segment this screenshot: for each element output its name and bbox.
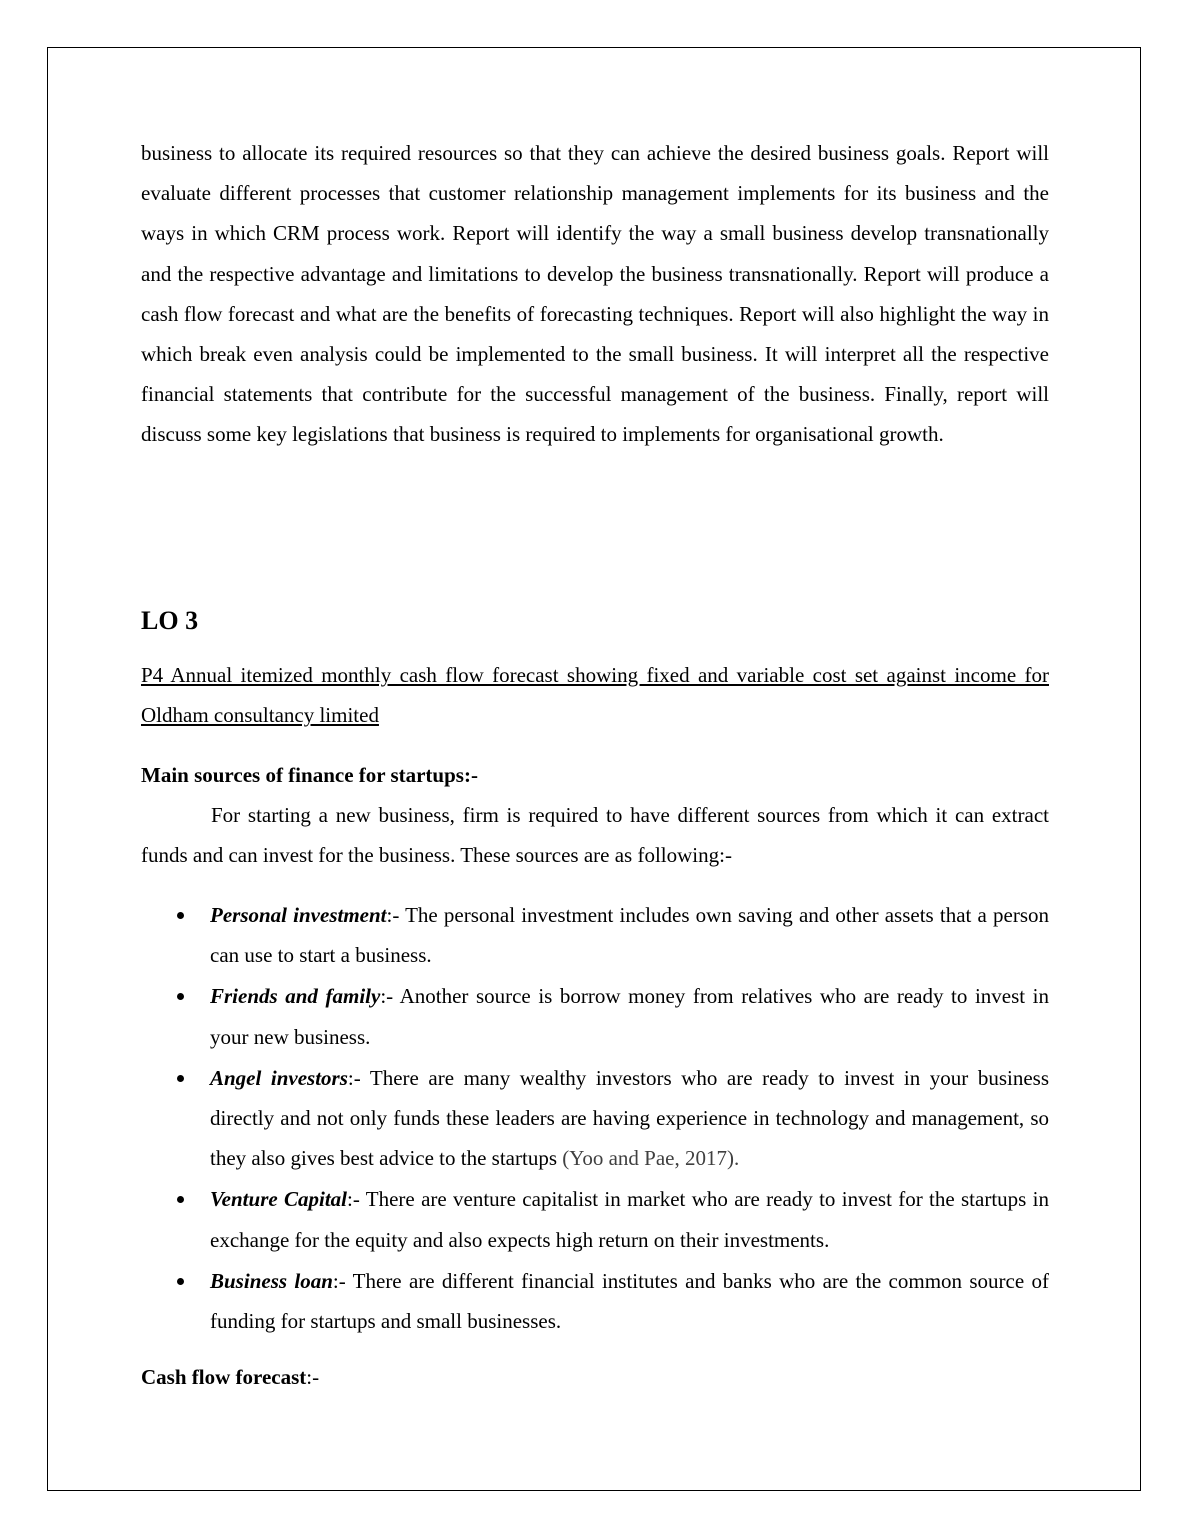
section-heading: LO 3 (141, 606, 199, 635)
list-item-text: :- There are venture capitalist in market who are ready to invest for the startups in exchange for the equity and also expects high return on their investments. (210, 1187, 1049, 1252)
intro-paragraph: business to allocate its required resources so that they can achieve the desired business goals. Report will evaluate different processes that customer relationship management implements for its business and the ways in which CRM process work. Report will identify the way a small business develop transnationally and the respective advantage and limitations to develop the business transnationally. Report will produce a cash flow forecast and what are the benefits of forecasting techniques. Report will also highlight the way in which break even analysis could be implemented to the small business. It will interpret all the respective financial statements that contribute for the successful management of the business. Finally, report will discuss some key legislations that business is required to implements for organisational growth. (141, 141, 1049, 447)
list-item-personal-investment (141, 895, 1049, 975)
list-item-term: Business loan (210, 1268, 333, 1293)
bullet-icon (177, 912, 184, 919)
list-item-venture-capital (141, 1179, 1049, 1259)
list-item-text: :- The personal investment includes own saving and other assets that a person can use to start a business. (210, 903, 1049, 968)
list-item-text: :- There are many wealthy investors who are ready to invest in your business directly and not only funds these leaders are having experience in technology and management, so they also gives best advice to the startups (210, 1065, 1049, 1171)
cash-flow-heading-suffix: :- (306, 1365, 320, 1389)
list-item-term: Venture Capital (210, 1187, 348, 1212)
cash-flow-heading (141, 1357, 319, 1397)
citation: (Yoo and Pae, 2017). (562, 1146, 740, 1171)
document-content (141, 133, 1050, 1389)
list-item-angel-investors (141, 1058, 1049, 1179)
bullet-icon (177, 1278, 184, 1285)
bullet-icon (177, 993, 184, 1000)
sources-paragraph: For starting a new business, firm is required to have different sources from which it can extract funds and can invest for the business. These sources are as following:- (141, 803, 1049, 868)
list-item-friends-family (141, 976, 1049, 1056)
list-item-text: :- Another source is borrow money from relatives who are ready to invest in your new business. (210, 984, 1050, 1049)
list-item-text: :- There are different financial institutes and banks who are the common source of funding for startups and small businesses. (210, 1268, 1049, 1334)
sources-list (141, 895, 1049, 1342)
list-item-term: Angel investors (210, 1065, 348, 1090)
sources-heading: Main sources of finance for startups:- (141, 763, 478, 787)
list-item-business-loan (141, 1261, 1049, 1341)
bullet-icon (177, 1196, 184, 1203)
bullet-icon (177, 1075, 184, 1082)
list-item-term: Personal investment (210, 903, 387, 927)
cash-flow-heading-title: Cash flow forecast (141, 1365, 307, 1389)
list-item-term: Friends and family (210, 984, 381, 1009)
section-subtitle: P4 Annual itemized monthly cash flow forecast showing fixed and variable cost set against income for Oldham consultancy limited (141, 663, 1049, 728)
